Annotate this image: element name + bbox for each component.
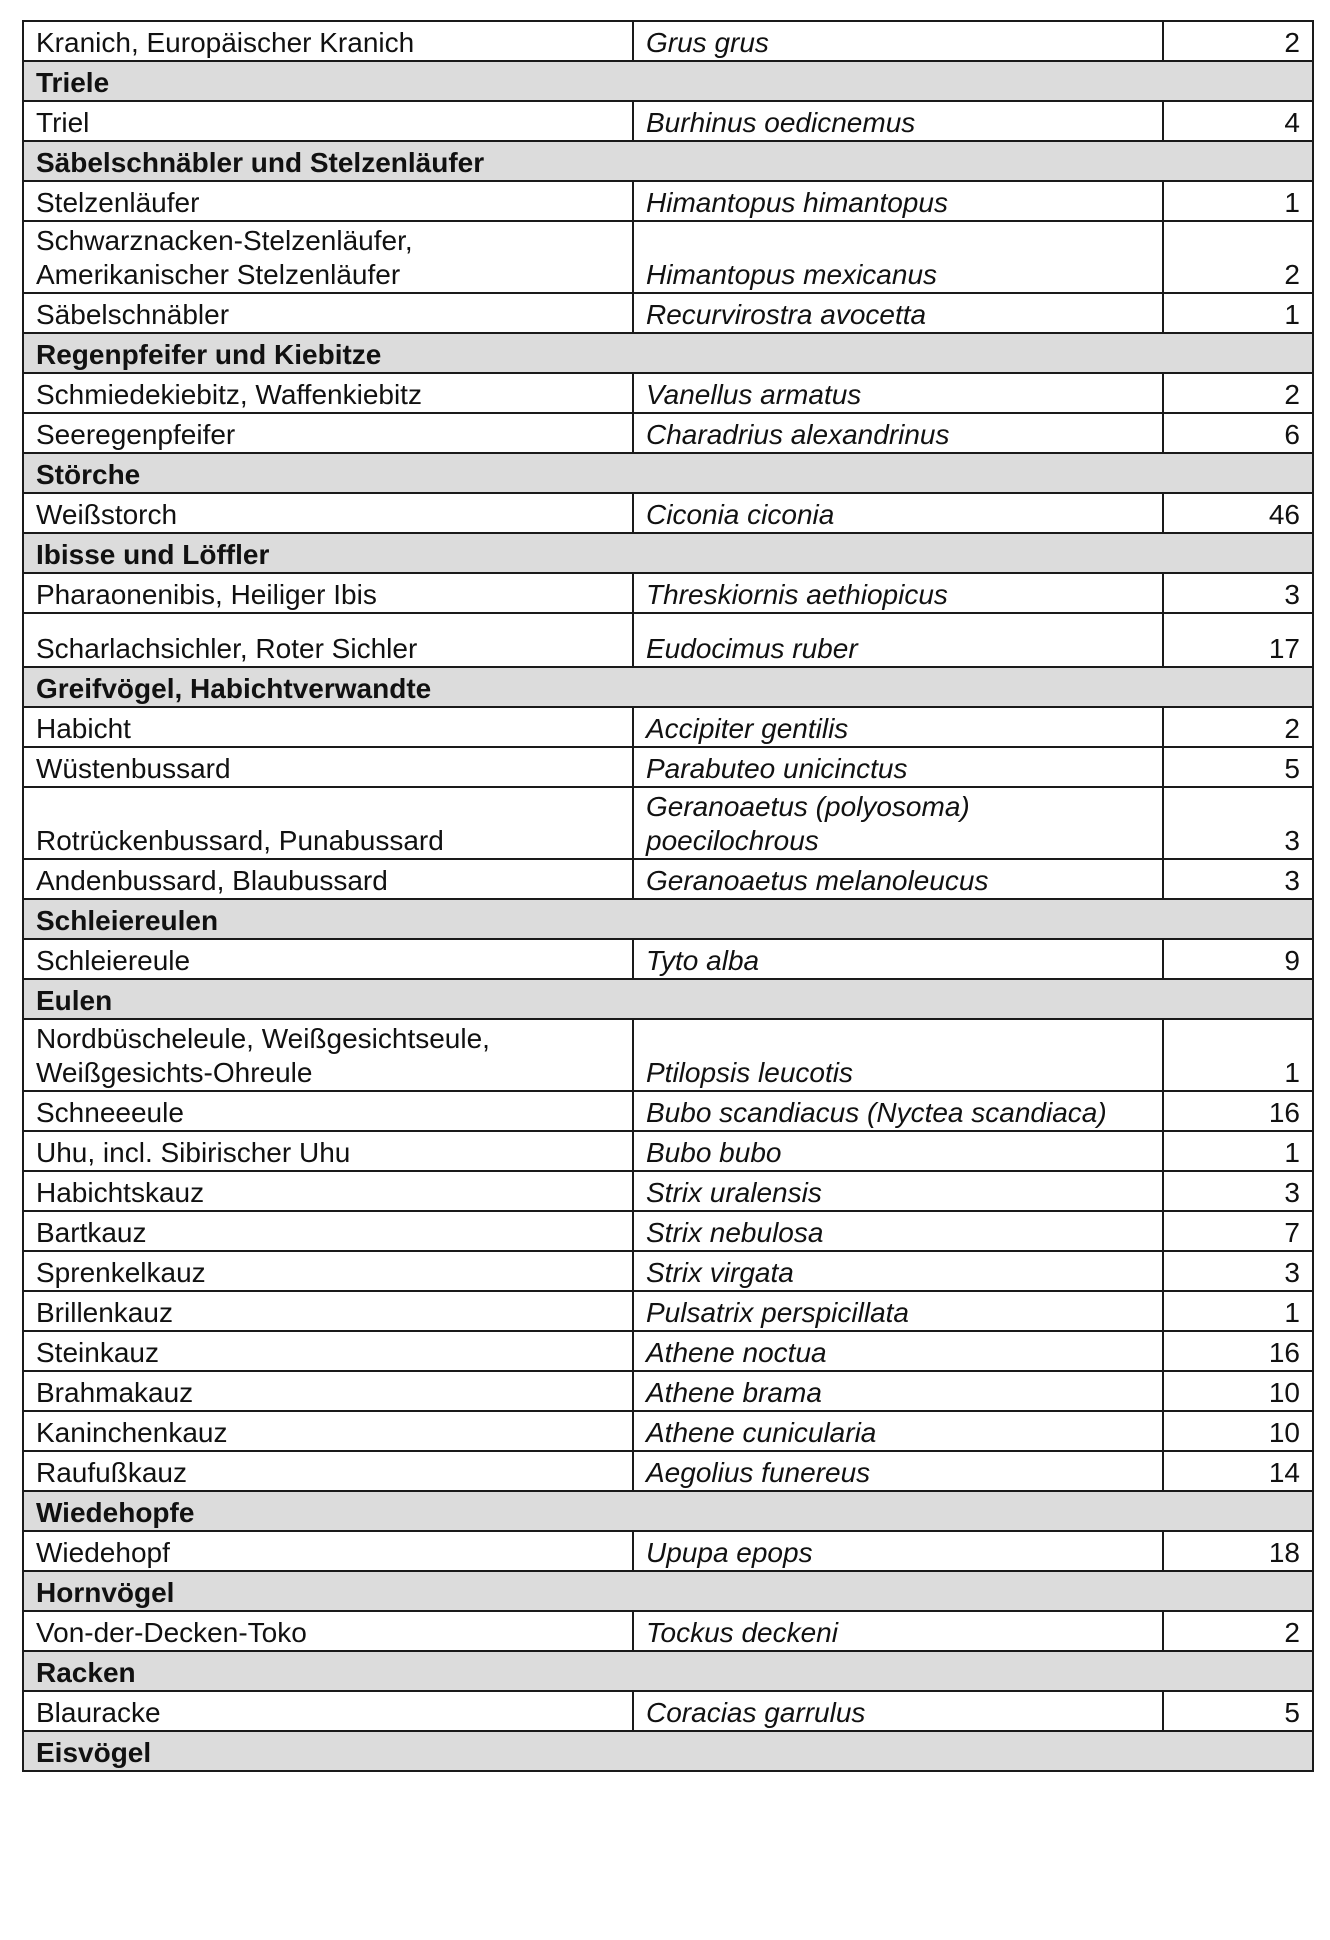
common-name-cell: Uhu, incl. Sibirischer Uhu — [23, 1131, 633, 1171]
table-row — [23, 493, 1313, 533]
common-name-cell: Von-der-Decken-Toko — [23, 1611, 633, 1651]
count-cell: 2 — [1163, 21, 1313, 61]
count-cell: 18 — [1163, 1531, 1313, 1571]
table-row — [23, 859, 1313, 899]
table-row — [23, 1091, 1313, 1131]
common-name-cell: Raufußkauz — [23, 1451, 633, 1491]
count-cell: 2 — [1163, 373, 1313, 413]
common-name-cell: Bartkauz — [23, 1211, 633, 1251]
group-header-row — [23, 533, 1313, 573]
group-title: Wiedehopfe — [23, 1491, 1313, 1531]
latin-name-cell: Bubo scandiacus (Nyctea scandiaca) — [633, 1091, 1163, 1131]
species-table-body — [23, 21, 1313, 1771]
latin-name-cell: Grus grus — [633, 21, 1163, 61]
count-cell: 1 — [1163, 181, 1313, 221]
table-row — [23, 787, 1313, 859]
group-header-row — [23, 141, 1313, 181]
table-row — [23, 413, 1313, 453]
group-title: Hornvögel — [23, 1571, 1313, 1611]
group-header-row — [23, 61, 1313, 101]
count-cell: 10 — [1163, 1411, 1313, 1451]
latin-name-cell: Threskiornis aethiopicus — [633, 573, 1163, 613]
group-header-row — [23, 979, 1313, 1019]
common-name-cell: Schleiereule — [23, 939, 633, 979]
group-header-row — [23, 1731, 1313, 1771]
group-header-row — [23, 1571, 1313, 1611]
group-title: Greifvögel, Habichtverwandte — [23, 667, 1313, 707]
table-row — [23, 373, 1313, 413]
latin-name-cell: Ptilopsis leucotis — [633, 1019, 1163, 1091]
group-title: Racken — [23, 1651, 1313, 1691]
latin-name-cell: Strix uralensis — [633, 1171, 1163, 1211]
table-row — [23, 1131, 1313, 1171]
count-cell: 3 — [1163, 1251, 1313, 1291]
table-row — [23, 573, 1313, 613]
count-cell: 4 — [1163, 101, 1313, 141]
latin-name-cell: Pulsatrix perspicillata — [633, 1291, 1163, 1331]
latin-name-cell: Aegolius funereus — [633, 1451, 1163, 1491]
latin-name-cell: Coracias garrulus — [633, 1691, 1163, 1731]
common-name-cell: Habichtskauz — [23, 1171, 633, 1211]
count-cell: 46 — [1163, 493, 1313, 533]
latin-name-cell: Tyto alba — [633, 939, 1163, 979]
table-row — [23, 939, 1313, 979]
common-name-cell: Weißstorch — [23, 493, 633, 533]
common-name-cell: Kranich, Europäischer Kranich — [23, 21, 633, 61]
table-row — [23, 101, 1313, 141]
common-name-cell: Scharlachsichler, Roter Sichler — [23, 613, 633, 667]
latin-name-cell: Geranoaetus (polyosoma) poecilochrous — [633, 787, 1163, 859]
latin-name-cell: Bubo bubo — [633, 1131, 1163, 1171]
common-name-cell: Säbelschnäbler — [23, 293, 633, 333]
common-name-cell: Blauracke — [23, 1691, 633, 1731]
table-row — [23, 293, 1313, 333]
group-header-row — [23, 667, 1313, 707]
table-row — [23, 181, 1313, 221]
count-cell: 2 — [1163, 707, 1313, 747]
common-name-cell: Wüstenbussard — [23, 747, 633, 787]
latin-name-cell: Athene cunicularia — [633, 1411, 1163, 1451]
group-title: Triele — [23, 61, 1313, 101]
count-cell: 10 — [1163, 1371, 1313, 1411]
table-row — [23, 1331, 1313, 1371]
species-table-sheet — [22, 20, 1312, 1772]
table-row — [23, 1691, 1313, 1731]
table-row — [23, 1251, 1313, 1291]
count-cell: 14 — [1163, 1451, 1313, 1491]
table-row — [23, 613, 1313, 667]
latin-name-cell: Parabuteo unicinctus — [633, 747, 1163, 787]
count-cell: 2 — [1163, 221, 1313, 293]
table-row — [23, 221, 1313, 293]
table-row — [23, 1211, 1313, 1251]
latin-name-cell: Recurvirostra avocetta — [633, 293, 1163, 333]
count-cell: 1 — [1163, 293, 1313, 333]
table-row — [23, 1019, 1313, 1091]
count-cell: 16 — [1163, 1091, 1313, 1131]
common-name-cell: Stelzenläufer — [23, 181, 633, 221]
count-cell: 3 — [1163, 573, 1313, 613]
common-name-cell: Steinkauz — [23, 1331, 633, 1371]
common-name-cell: Schwarznacken-Stelzenläufer, Amerikanischer Stelzenläufer — [23, 221, 633, 293]
count-cell: 1 — [1163, 1291, 1313, 1331]
group-title: Ibisse und Löffler — [23, 533, 1313, 573]
group-title: Regenpfeifer und Kiebitze — [23, 333, 1313, 373]
common-name-cell: Habicht — [23, 707, 633, 747]
table-row — [23, 1531, 1313, 1571]
common-name-cell: Brahmakauz — [23, 1371, 633, 1411]
common-name-cell: Kaninchenkauz — [23, 1411, 633, 1451]
count-cell: 1 — [1163, 1019, 1313, 1091]
latin-name-cell: Charadrius alexandrinus — [633, 413, 1163, 453]
count-cell: 9 — [1163, 939, 1313, 979]
species-table — [22, 20, 1314, 1772]
group-header-row — [23, 1651, 1313, 1691]
table-row — [23, 1451, 1313, 1491]
common-name-cell: Rotrückenbussard, Punabussard — [23, 787, 633, 859]
latin-name-cell: Himantopus himantopus — [633, 181, 1163, 221]
count-cell: 3 — [1163, 859, 1313, 899]
count-cell: 6 — [1163, 413, 1313, 453]
table-row — [23, 1171, 1313, 1211]
table-row — [23, 707, 1313, 747]
common-name-cell: Schneeeule — [23, 1091, 633, 1131]
latin-name-cell: Himantopus mexicanus — [633, 221, 1163, 293]
group-title: Eisvögel — [23, 1731, 1313, 1771]
count-cell: 2 — [1163, 1611, 1313, 1651]
count-cell: 16 — [1163, 1331, 1313, 1371]
table-row — [23, 1291, 1313, 1331]
common-name-cell: Brillenkauz — [23, 1291, 633, 1331]
latin-name-cell: Burhinus oedicnemus — [633, 101, 1163, 141]
count-cell: 1 — [1163, 1131, 1313, 1171]
latin-name-cell: Geranoaetus melanoleucus — [633, 859, 1163, 899]
common-name-cell: Wiedehopf — [23, 1531, 633, 1571]
common-name-cell: Triel — [23, 101, 633, 141]
latin-name-cell: Upupa epops — [633, 1531, 1163, 1571]
group-header-row — [23, 899, 1313, 939]
latin-name-cell: Strix nebulosa — [633, 1211, 1163, 1251]
common-name-cell: Schmiedekiebitz, Waffenkiebitz — [23, 373, 633, 413]
group-title: Säbelschnäbler und Stelzenläufer — [23, 141, 1313, 181]
count-cell: 5 — [1163, 747, 1313, 787]
common-name-cell: Sprenkelkauz — [23, 1251, 633, 1291]
group-header-row — [23, 1491, 1313, 1531]
count-cell: 17 — [1163, 613, 1313, 667]
table-row — [23, 21, 1313, 61]
common-name-cell: Nordbüscheleule, Weißgesichtseule, Weißgesichts-Ohreule — [23, 1019, 633, 1091]
count-cell: 7 — [1163, 1211, 1313, 1251]
count-cell: 5 — [1163, 1691, 1313, 1731]
table-row — [23, 1371, 1313, 1411]
group-title: Schleiereulen — [23, 899, 1313, 939]
count-cell: 3 — [1163, 787, 1313, 859]
group-header-row — [23, 333, 1313, 373]
latin-name-cell: Accipiter gentilis — [633, 707, 1163, 747]
latin-name-cell: Athene brama — [633, 1371, 1163, 1411]
latin-name-cell: Tockus deckeni — [633, 1611, 1163, 1651]
group-header-row — [23, 453, 1313, 493]
group-title: Störche — [23, 453, 1313, 493]
table-row — [23, 1611, 1313, 1651]
latin-name-cell: Athene noctua — [633, 1331, 1163, 1371]
latin-name-cell: Vanellus armatus — [633, 373, 1163, 413]
common-name-cell: Seeregenpfeifer — [23, 413, 633, 453]
table-row — [23, 747, 1313, 787]
latin-name-cell: Strix virgata — [633, 1251, 1163, 1291]
common-name-cell: Andenbussard, Blaubussard — [23, 859, 633, 899]
common-name-cell: Pharaonenibis, Heiliger Ibis — [23, 573, 633, 613]
latin-name-cell: Eudocimus ruber — [633, 613, 1163, 667]
latin-name-cell: Ciconia ciconia — [633, 493, 1163, 533]
count-cell: 3 — [1163, 1171, 1313, 1211]
table-row — [23, 1411, 1313, 1451]
group-title: Eulen — [23, 979, 1313, 1019]
